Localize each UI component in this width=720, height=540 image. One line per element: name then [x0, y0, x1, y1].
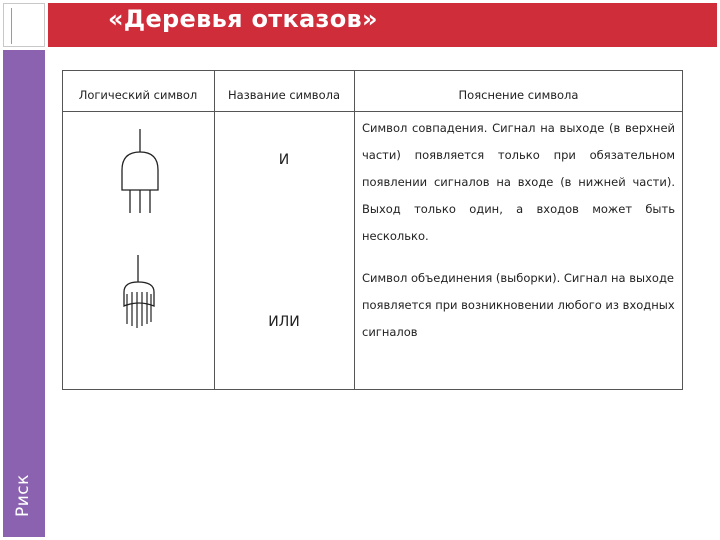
header-name: Название символа	[227, 88, 341, 102]
sidebar-top-block	[3, 3, 45, 47]
sidebar-top-divider	[11, 8, 12, 44]
row-or-name: ИЛИ	[268, 314, 300, 330]
row-and-name: И	[278, 152, 290, 168]
row-and-explanation: Символ совпадения. Сигнал на выходе (в верхней части) появляется только при обязательном появлении сигналов на входе (в нижней части). Выход только один, а входов может быть несколько.	[362, 121, 675, 243]
sidebar	[3, 50, 45, 537]
slide-title: «Деревья отказов»	[108, 5, 378, 33]
table-header-divider	[62, 111, 683, 112]
side-label-wrapper	[13, 437, 43, 517]
or-gate-icon	[114, 252, 166, 332]
side-label: Риск	[13, 474, 33, 517]
table-column-divider	[354, 70, 355, 390]
row-or-explanation: Символ объединения (выборки). Сигнал на выходе появляется при возникновении любого из входных сигналов	[362, 271, 675, 339]
header-symbol: Логический символ	[78, 88, 198, 102]
header-explanation: Пояснение символа	[458, 88, 579, 102]
title-bar	[48, 3, 717, 47]
and-gate-icon	[112, 126, 168, 218]
table-column-divider	[214, 70, 215, 390]
